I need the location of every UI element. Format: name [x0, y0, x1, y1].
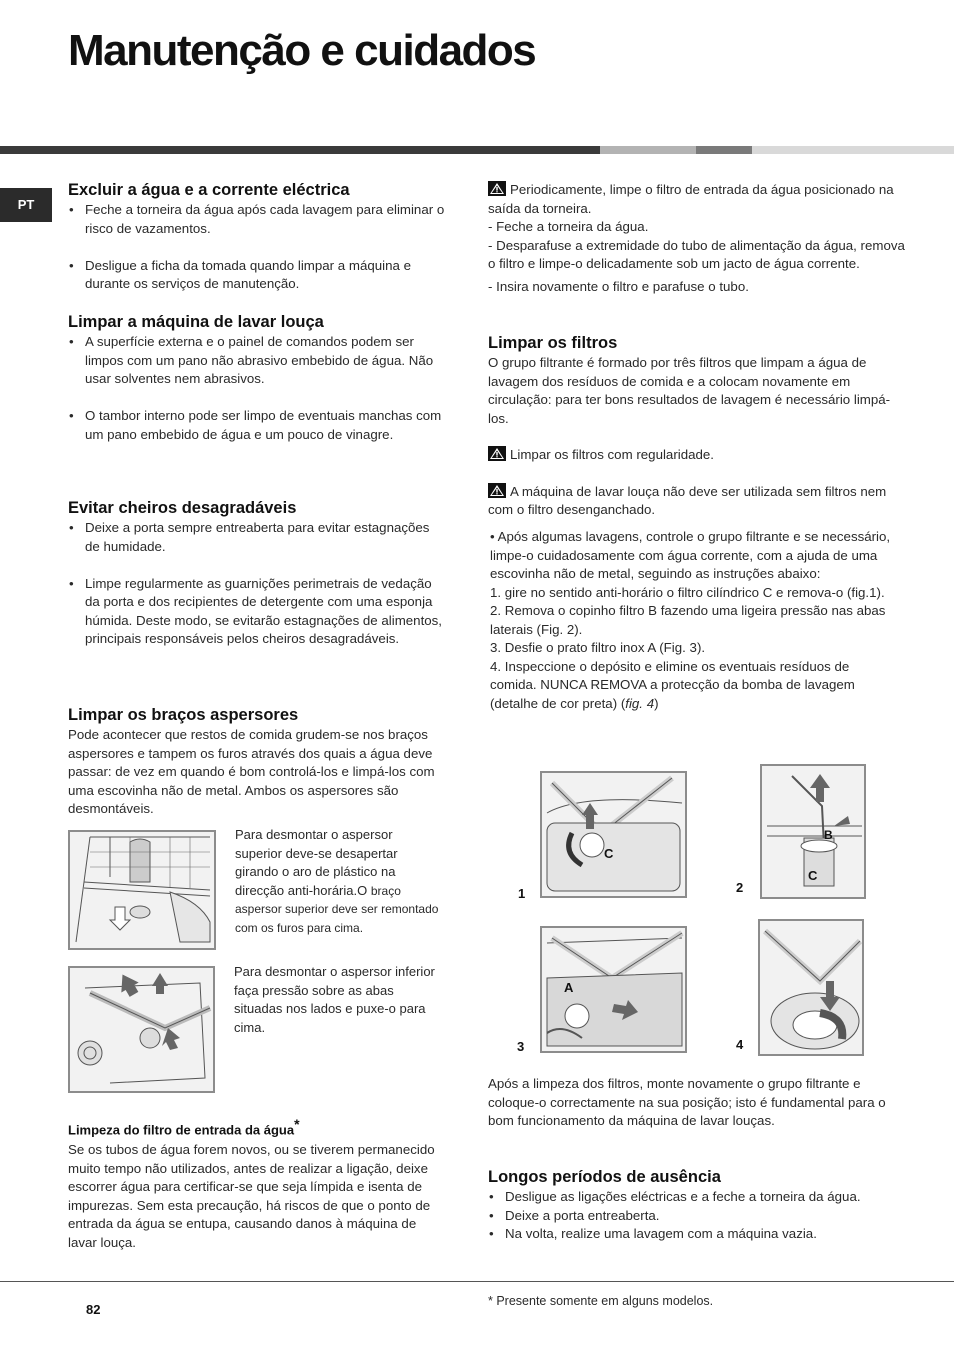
inlet-text-1: Periodicamente, limpe o filtro de entrada da água posicionado na saída da torneira. [488, 182, 894, 216]
inlet-filter-text: Se os tubos de água forem novos, ou se tiverem permanecido muito tempo não utilizados, antes de realizar a ligação, deixe escorrer água para certificar-se que seja límpida e isenta de impurezas. Sem esta precaução, há riscos de que o ponto de entrada da água se entupa, causando danos à máquina de lavar louça. [68, 1142, 435, 1250]
figure-number-1: 1 [518, 886, 526, 901]
label-c: C [604, 846, 614, 861]
filters-warning-1-text: Limpar os filtros com regularidade. [510, 447, 714, 462]
inlet-text-2: - Feche a torneira da água. [488, 219, 649, 234]
header-bar-dark [0, 146, 600, 154]
page-number: 82 [86, 1302, 101, 1317]
list-item: • A superfície externa e o painel de comandos podem ser limpos com um pano não abrasivo embebido de água. Não usar solventes nem abrasivos. [68, 333, 446, 389]
lower-spray-arm-illustration [70, 968, 213, 1091]
upper-spray-arm-figure [68, 830, 216, 950]
step-4 [490, 658, 898, 714]
upper-spray-arm-text-small: braço aspersor superior deve ser remontado com os furos para cima. [235, 883, 439, 935]
filter-steps [490, 528, 898, 713]
inlet-warning [488, 181, 908, 218]
list-item: • Deixe a porta sempre entreaberta para evitar estagnações de humidade. [68, 519, 446, 556]
inlet-text-4: - Insira novamente o filtro e parafuse o tubo. [488, 278, 749, 294]
right-column-filters [488, 333, 908, 520]
label-c-fig2: C [808, 868, 818, 883]
figure-number-3: 3 [517, 1039, 525, 1054]
label-b: B [824, 828, 833, 842]
asterisk: * [294, 1116, 300, 1132]
heading-odours: Evitar cheiros desagradáveis [68, 499, 297, 517]
right-column-inlet [488, 181, 908, 296]
filter-4-illustration [760, 921, 862, 1054]
figure-number-2: 2 [736, 880, 744, 895]
header-bar-mid [696, 146, 752, 154]
steps-intro: • Após algumas lavagens, controle o grupo filtrante e se necessário, limpe-o cuidadosamente com água corrente, com a ajuda de uma escovinha não de metal, seguindo as instruções abaixo: [490, 529, 891, 581]
inlet-text-3: - Desparafuse a extremidade do tubo de alimentação da água, remova o filtro e limpe-o delicadamente sob um jacto de água corrente. [488, 237, 905, 271]
list-item: • Desligue as ligações eléctricas e a feche a torneira da água. [488, 1188, 908, 1207]
list-item: • Na volta, realize uma lavagem com a máquina vazia. [488, 1225, 908, 1244]
list-item: • Feche a torneira da água após cada lavagem para eliminar o risco de vazamentos. [68, 201, 446, 238]
left-column-s5 [68, 1114, 446, 1252]
heading-inlet-filter [68, 1114, 446, 1140]
step-2: 2. Remova o copinho filtro B fazendo uma ligeira pressão nas abas laterais (Fig. 2). [490, 603, 886, 637]
upper-spray-arm-caption [235, 826, 440, 937]
step-4-figref: fig. 4 [625, 695, 655, 711]
filters-warning-2-text: A máquina de lavar louça não deve ser utilizada sem filtros nem com o filtro desenganchado. [488, 483, 887, 517]
lower-spray-arm-caption: Para desmontar o aspersor inferior faça pressão sobre as abas situadas nos lados e puxe-o para cima. [234, 964, 435, 1035]
list-item: • O tambor interno pode ser limpo de eventuais manchas com um pano embebido de água e um pouco de vinagre. [68, 407, 446, 444]
left-column-s3 [68, 498, 446, 649]
step-4-close: ) [654, 695, 659, 711]
filter-figure-3 [540, 926, 687, 1053]
list-item: • Limpe regularmente as guarnições perimetrais de vedação da porta e dos recipientes de detergente com uma esponja húmida. Deste modo, se evitarão estagnações de alimentos, principais responsáveis pelos cheiros desagradáveis. [68, 575, 446, 649]
list-odours [68, 519, 446, 649]
footnote: * Presente somente em alguns modelos. [488, 1294, 714, 1308]
absence-section [488, 1167, 908, 1244]
filter-figure-4 [758, 919, 864, 1056]
step-1: 1. gire no sentido anti-horário o filtro cilíndrico C e remova-o (fig.1). [490, 584, 885, 600]
left-column [68, 180, 446, 294]
left-column-s2 [68, 312, 446, 444]
filter-figure-1 [540, 771, 687, 898]
heading-filters: Limpar os filtros [488, 334, 618, 352]
heading-inlet-filter-text: Limpeza do filtro de entrada da água [68, 1122, 295, 1138]
language-tab: PT [0, 188, 52, 222]
lower-spray-arm-figure [68, 966, 215, 1093]
filters-warning-2 [488, 483, 908, 520]
upper-spray-arm-text: Para desmontar o aspersor superior deve-se desapertar girando o aro de plástico na direcção anti-horária.O [235, 827, 398, 898]
heading-absence: Longos períodos de ausência [488, 1168, 721, 1186]
heading-clean-machine: Limpar a máquina de lavar louça [68, 313, 324, 331]
step-4-text: 4. Inspeccione o depósito e elimine os eventuais resíduos de comida. NUNCA REMOVA a protecção da bomba de lavagem (detalhe de cor preta) ( [490, 658, 855, 711]
warning-icon [488, 483, 506, 498]
filters-text: O grupo filtrante é formado por três filtros que limpam a água de lavagem dos resíduos de comida e a colocam novamente em circulação: para ter bons resultados de lavagem é necessário limpá-los. [488, 355, 891, 426]
after-cleaning-text: Após a limpeza dos filtros, monte novamente o grupo filtrante e coloque-o correctamente na sua posição; isto é fundamental para o bom funcionamento da máquina de lavar louças. [488, 1076, 886, 1128]
filter-1-illustration [542, 773, 685, 896]
footer-divider [0, 1281, 954, 1282]
list-water-power [68, 201, 446, 294]
filter-figure-2 [760, 764, 866, 899]
step-3: 3. Desfie o prato filtro inox A (Fig. 3). [490, 640, 706, 655]
after-cleaning [488, 1075, 908, 1131]
filters-warning-1 [488, 446, 908, 465]
figure-number-4: 4 [736, 1037, 744, 1052]
list-item: • Deixe a porta entreaberta. [488, 1207, 908, 1226]
list-item: • Desligue a ficha da tomada quando limpar a máquina e durante os serviços de manutenção. [68, 257, 446, 294]
warning-icon [488, 446, 506, 461]
header-bar-light [600, 146, 696, 154]
warning-icon [488, 181, 506, 196]
list-clean-machine [68, 333, 446, 444]
list-absence [488, 1188, 908, 1244]
header-bar-pale [752, 146, 954, 154]
heading-spray-arms: Limpar os braços aspersores [68, 706, 299, 724]
label-a: A [564, 980, 574, 995]
left-column-s4 [68, 705, 444, 819]
upper-spray-arm-illustration [70, 832, 214, 948]
heading-water-power: Excluir a água e a corrente eléctrica [68, 181, 350, 199]
page-title: Manutenção e cuidados [68, 26, 536, 75]
spray-arms-text: Pode acontecer que restos de comida grudem-se nos braços aspersores e tampem os furos através dos quais a água deve passar: de vez em quando é bom controlá-los e limpá-los com uma escovinha não de metal. Ambos os aspersores são desmontáveis. [68, 727, 435, 816]
